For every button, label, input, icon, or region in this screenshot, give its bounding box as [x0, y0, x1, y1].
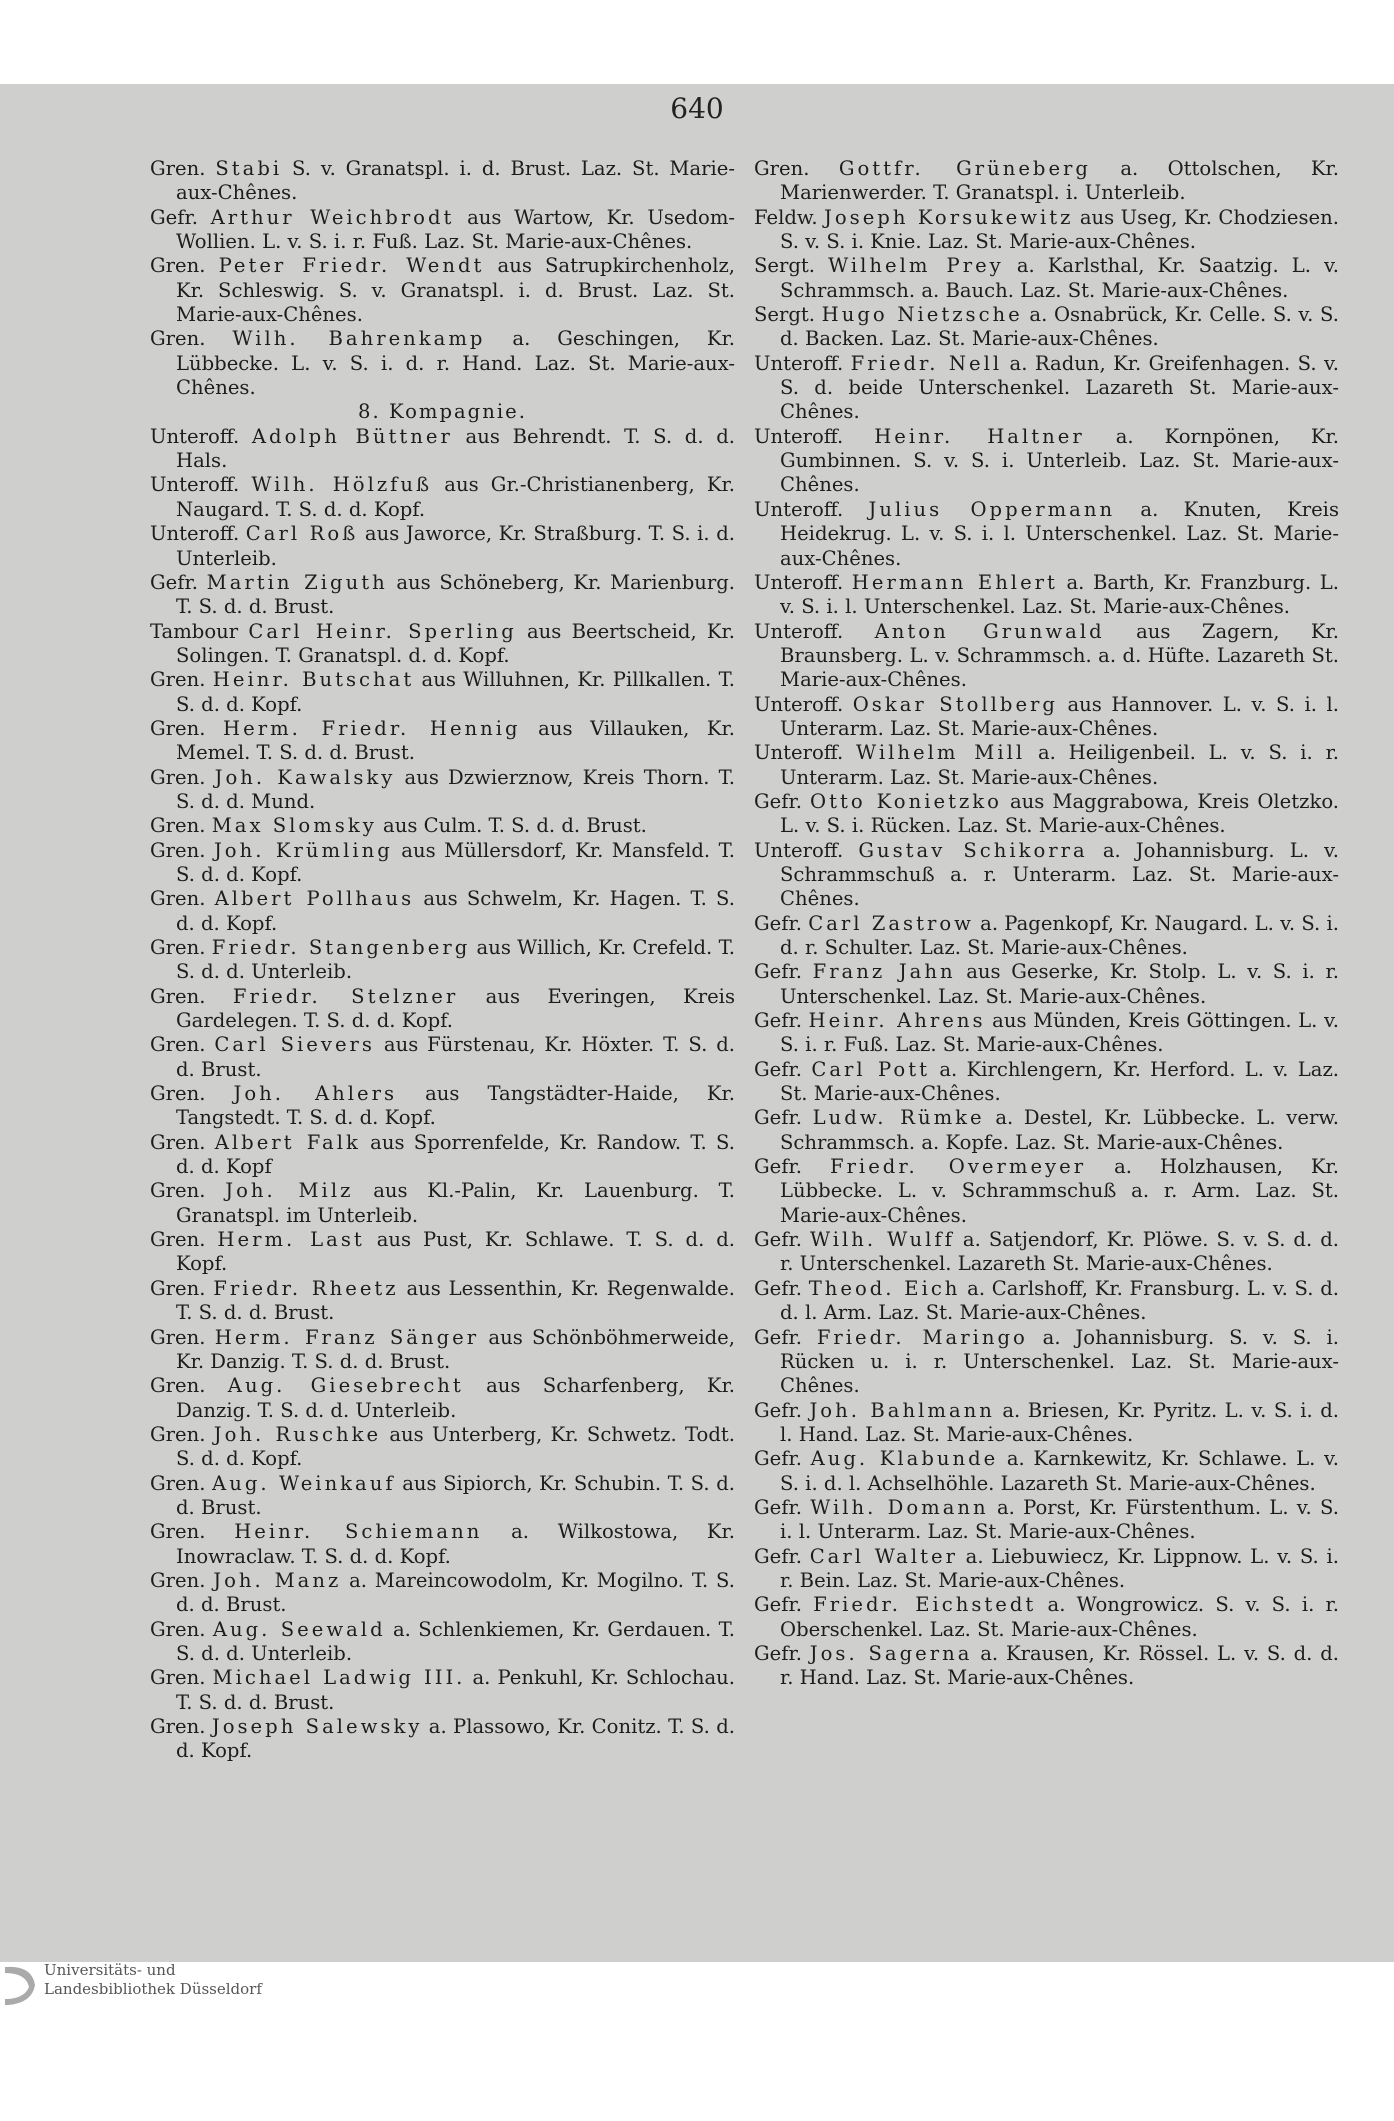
casualty-entry: [150, 1082, 735, 1131]
entry-name: Wilh. Hölzfuß: [251, 473, 433, 497]
casualty-entry: [150, 1277, 735, 1326]
casualty-entry: [754, 1277, 1339, 1326]
entry-rank: Gefr.: [754, 1009, 802, 1033]
entry-rank: Gefr.: [754, 789, 802, 813]
entry-name: Wilhelm Mill: [856, 741, 1026, 765]
entry-name: Michael Ladwig III.: [212, 1666, 466, 1690]
casualty-entry: [754, 693, 1339, 742]
entry-details: a. Radun, Kr. Greifenhagen. S. v. S. d. beide Unterschenkel. Lazareth St. Marie-aux-Chênes.: [780, 351, 1339, 424]
casualty-entry: [150, 1618, 735, 1667]
entry-rank: Unteroff.: [754, 570, 844, 594]
casualty-entry: [754, 1642, 1339, 1691]
entry-details: aus Willuhnen, Kr. Pillkallen. T. S. d. d. Kopf.: [176, 668, 735, 716]
entry-rank: Unteroff.: [754, 741, 844, 765]
entry-name: Joseph Salewsky: [211, 1715, 423, 1738]
entry-rank: Gren.: [150, 668, 206, 692]
entry-rank: Feldw.: [754, 205, 818, 229]
casualty-entry: [150, 1715, 735, 1764]
entry-rank: Gefr.: [754, 1228, 802, 1252]
entry-name: Friedr. Overmeyer: [829, 1155, 1087, 1179]
entry-rank: Gefr.: [754, 1398, 802, 1422]
entry-details: aus Schönböhmerweide, Kr. Danzig. T. S. d. d. Brust.: [176, 1325, 735, 1373]
entry-name: Otto Konietzko: [810, 789, 1002, 813]
casualty-entry: [754, 303, 1339, 352]
casualty-entry: [754, 157, 1339, 206]
casualty-entry: [150, 522, 735, 571]
entry-details: aus Satrupkirchenholz, Kr. Schleswig. S. v. Granatspl. i. d. Brust. Laz. St. Marie-aux-Chênes.: [176, 254, 736, 327]
casualty-entry: [150, 1033, 735, 1082]
entry-rank: Gefr.: [754, 1325, 802, 1349]
casualty-entry: [150, 206, 735, 255]
entry-rank: Gren.: [150, 1374, 206, 1398]
casualty-entry: [754, 1447, 1339, 1496]
casualty-entry: [150, 254, 735, 327]
casualty-entry: [754, 741, 1339, 790]
entry-name: Ludw. Rümke: [812, 1106, 985, 1130]
entry-details: S. v. Granatspl. i. d. Brust. Laz. St. Marie-aux-Chênes.: [176, 157, 736, 205]
entry-details: aus Zagern, Kr. Braunsberg. L. v. Schrammsch. a. d. Hüfte. Lazareth St. Marie-aux-Chênes.: [780, 619, 1339, 692]
entry-details: a. Wongrowicz. S. v. S. i. r. Oberschenkel. Laz. St. Marie-aux-Chênes.: [780, 1593, 1339, 1641]
section-heading-text: 8. Kompagnie.: [358, 400, 527, 424]
entry-details: aus Behrendt. T. S. d. d. Hals.: [176, 424, 736, 473]
entry-name: Martin Ziguth: [206, 570, 388, 594]
entry-details: a. Johannisburg. L. v. Schrammschuß a. r. Unterarm. Laz. St. Marie-aux-Chênes.: [780, 838, 1340, 911]
casualty-entry: [150, 766, 735, 815]
casualty-entry: [150, 327, 735, 400]
entry-rank: Gren.: [150, 814, 206, 838]
entry-details: aus Beertscheid, Kr. Solingen. T. Granatspl. d. d. Kopf.: [176, 619, 735, 667]
entry-details: aus Dzwierznow, Kreis Thorn. T. S. d. d. Mund.: [176, 765, 735, 813]
entry-rank: Gefr.: [754, 1593, 802, 1617]
entry-rank: Unteroff.: [754, 497, 844, 521]
entry-name: Franz Jahn: [812, 960, 956, 984]
casualty-entry: [150, 814, 735, 838]
entry-name: Heinr. Ahrens: [808, 1009, 986, 1033]
casualty-entry: [150, 1326, 735, 1375]
entry-rank: Gren.: [150, 1568, 206, 1592]
entry-name: Friedr. Stangenberg: [211, 936, 471, 959]
entry-rank: Gefr.: [754, 1155, 802, 1179]
entry-details: a. Heiligenbeil. L. v. S. i. r. Unterarm. Laz. St. Marie-aux-Chênes.: [780, 741, 1340, 789]
entry-rank: Gren.: [150, 1520, 206, 1544]
entry-name: Joh. Bahlmann: [809, 1398, 995, 1422]
entry-details: aus Everingen, Kreis Gardelegen. T. S. d. d. Kopf.: [176, 984, 735, 1033]
casualty-entry: [754, 254, 1339, 303]
entry-rank: Gefr.: [754, 960, 802, 984]
entry-details: aus Münden, Kreis Göttingen. L. v. S. i. r. Fuß. Laz. St. Marie-aux-Chênes.: [780, 1009, 1339, 1057]
casualty-entry: [754, 498, 1339, 571]
entry-details: aus Tangstädter-Haide, Kr. Tangstedt. T. S. d. d. Kopf.: [176, 1082, 735, 1130]
casualty-entry: [754, 1399, 1339, 1448]
casualty-entry: [150, 1520, 735, 1569]
ulb-leaf-logo-icon: [2, 1963, 38, 2007]
entry-name: Herm. Last: [217, 1228, 365, 1252]
entry-details: a. Schlenkiemen, Kr. Gerdauen. T. S. d. d. Unterleib.: [176, 1617, 736, 1665]
casualty-entry: [150, 1423, 735, 1472]
entry-details: aus Pust, Kr. Schlawe. T. S. d. d. Kopf.: [176, 1228, 735, 1276]
entry-details: a. Penkuhl, Kr. Schlochau. T. S. d. d. Brust.: [176, 1666, 736, 1714]
casualty-entry: [754, 1593, 1339, 1642]
entry-details: a. Satjendorf, Kr. Plöwe. S. v. S. d. d. r. Unterschenkel. Lazareth St. Marie-aux-Chênes.: [780, 1228, 1339, 1276]
entry-rank: Gren.: [150, 1276, 206, 1300]
casualty-entry: [150, 620, 735, 669]
entry-rank: Gren.: [150, 936, 206, 959]
page-number: 640: [670, 92, 724, 125]
entry-rank: Gren.: [150, 254, 206, 278]
entry-details: a. Pagenkopf, Kr. Naugard. L. v. S. i. d. r. Schulter. Laz. St. Marie-aux-Chênes.: [780, 911, 1340, 959]
entry-name: Carl Sievers: [214, 1033, 375, 1057]
entry-name: Joh. Kawalsky: [214, 765, 396, 789]
entry-details: a. Karnkewitz, Kr. Schlawe. L. v. S. i. d. l. Achselhöhle. Lazareth St. Marie-aux-Chênes.: [780, 1447, 1339, 1495]
entry-details: a. Kirchlengern, Kr. Herford. L. v. Laz. St. Marie-aux-Chênes.: [780, 1057, 1340, 1106]
casualty-entry: [754, 839, 1339, 912]
entry-details: aus Schwelm, Kr. Hagen. T. S. d. d. Kopf.: [176, 887, 735, 935]
entry-name: Joh. Krümling: [213, 838, 393, 862]
entry-rank: Gefr.: [754, 1057, 802, 1081]
entry-rank: Gren.: [150, 157, 206, 180]
entry-name: Carl Walter: [809, 1544, 958, 1568]
entry-details: aus Kl.-Palin, Kr. Lauenburg. T. Granatspl. im Unterleib.: [176, 1179, 736, 1227]
entry-name: Joh. Ruschke: [213, 1422, 382, 1446]
entry-name: Stabi: [215, 157, 283, 180]
entry-rank: Gren.: [150, 716, 206, 740]
entry-rank: Gefr.: [754, 1641, 802, 1665]
casualty-entry: [754, 620, 1339, 693]
entry-rank: Gren.: [150, 1617, 206, 1641]
entry-rank: Unteroff.: [754, 424, 844, 448]
entry-rank: Unteroff.: [150, 522, 240, 546]
entry-rank: Gren.: [150, 1082, 206, 1106]
entry-name: Gustav Schikorra: [858, 838, 1088, 862]
entry-rank: Sergt.: [754, 254, 816, 278]
casualty-entry: [754, 571, 1339, 620]
casualty-entry: [150, 1666, 735, 1715]
entry-details: a. Porst, Kr. Fürstenthum. L. v. S. i. l. Unterarm. Laz. St. Marie-aux-Chênes.: [780, 1495, 1339, 1544]
entry-rank: Gefr.: [754, 1447, 802, 1471]
entry-rank: Gefr.: [754, 1276, 802, 1300]
entry-name: Joh. Milz: [225, 1179, 354, 1203]
entry-details: aus Unterberg, Kr. Schwetz. Todt. S. d. d. Kopf.: [176, 1422, 735, 1471]
casualty-entry: [754, 960, 1339, 1009]
casualty-entry: [150, 1472, 735, 1521]
entry-details: aus Scharfenberg, Kr. Danzig. T. S. d. d. Unterleib.: [176, 1374, 736, 1422]
entry-name: Albert Pollhaus: [214, 887, 415, 911]
casualty-entry: [150, 425, 735, 474]
entry-name: Max Slomsky: [211, 814, 377, 838]
entry-details: a. Mareincowodolm, Kr. Mogilno. T. S. d. d. Brust.: [176, 1568, 736, 1617]
casualty-entry: [754, 1228, 1339, 1277]
entry-details: a. Briesen, Kr. Pyritz. L. v. S. i. d. l. Hand. Laz. St. Marie-aux-Chênes.: [780, 1398, 1339, 1446]
entry-name: Peter Friedr. Wendt: [218, 254, 485, 278]
entry-rank: Gren.: [150, 1228, 206, 1252]
casualty-entry: [150, 1569, 735, 1618]
entry-rank: Gefr.: [754, 1495, 802, 1519]
entry-name: Joh. Ahlers: [233, 1082, 398, 1106]
entry-details: aus Hannover. L. v. S. i. l. Unterarm. Laz. St. Marie-aux-Chênes.: [780, 692, 1339, 740]
entry-name: Aug. Giesebrecht: [227, 1374, 464, 1398]
entry-name: Joh. Manz: [213, 1568, 342, 1592]
entry-details: aus Geserke, Kr. Stolp. L. v. S. i. r. Unterschenkel. Laz. St. Marie-aux-Chênes.: [780, 960, 1339, 1008]
casualty-entry: [150, 1179, 735, 1228]
entry-details: aus Jaworce, Kr. Straßburg. T. S. i. d. Unterleib.: [176, 522, 736, 570]
entry-details: aus Villauken, Kr. Memel. T. S. d. d. Brust.: [176, 716, 735, 765]
casualty-entry: [754, 1009, 1339, 1058]
entry-name: Arthur Weichbrodt: [210, 205, 455, 229]
entry-name: Heinr. Schiemann: [234, 1520, 483, 1544]
entry-name: Heinr. Butschat: [212, 668, 415, 692]
entry-rank: Unteroff.: [150, 473, 240, 497]
casualty-entry: [754, 1106, 1339, 1155]
entry-details: a. Liebuwiecz, Kr. Lippnow. L. v. S. i. r. Bein. Laz. St. Marie-aux-Chênes.: [780, 1544, 1339, 1592]
library-name-line-1: Universitäts- und: [44, 1961, 176, 1979]
entry-details: aus Fürstenau, Kr. Höxter. T. S. d. d. Brust.: [176, 1033, 736, 1081]
entry-details: a. Carlshoff, Kr. Fransburg. L. v. S. d. d. l. Arm. Laz. St. Marie-aux-Chênes.: [780, 1276, 1340, 1325]
entry-details: aus Schöneberg, Kr. Marienburg. T. S. d. d. Brust.: [176, 570, 735, 619]
entry-rank: Gren.: [150, 1325, 206, 1349]
entry-name: Heinr. Haltner: [874, 424, 1085, 448]
casualty-entry: [150, 936, 735, 985]
casualty-entry: [150, 571, 735, 620]
casualty-entry: [754, 425, 1339, 498]
library-name: [44, 1961, 262, 1999]
entry-name: Adolph Büttner: [251, 424, 453, 448]
entry-name: Friedr. Rheetz: [213, 1276, 399, 1300]
entry-rank: Gren.: [150, 1422, 206, 1446]
entry-details: aus Willich, Kr. Crefeld. T. S. d. d. Unterleib.: [176, 936, 735, 984]
entry-details: a. Kornpönen, Kr. Gumbinnen. S. v. S. i. Unterleib. Laz. St. Marie-aux-Chênes.: [780, 424, 1339, 497]
entry-name: Carl Pott: [811, 1057, 930, 1081]
entry-rank: Gren.: [150, 1666, 206, 1690]
entry-name: Gottfr. Grüneberg: [838, 157, 1091, 180]
entry-details: a. Karlsthal, Kr. Saatzig. L. v. Schrammsch. a. Bauch. Laz. St. Marie-aux-Chênes.: [780, 254, 1339, 302]
entry-rank: Unteroff.: [150, 424, 240, 448]
entry-details: a. Barth, Kr. Franzburg. L. v. S. i. l. Unterschenkel. Laz. St. Marie-aux-Chênes.: [780, 570, 1339, 619]
entry-rank: Sergt.: [754, 303, 816, 327]
entry-name: Aug. Klabunde: [810, 1447, 999, 1471]
entry-name: Hermann Ehlert: [851, 570, 1058, 594]
entry-details: aus Useg, Kr. Chodziesen. S. v. S. i. Knie. Laz. St. Marie-aux-Chênes.: [780, 205, 1339, 254]
right-column: [754, 157, 1339, 1691]
entry-rank: Unteroff.: [754, 692, 844, 716]
entry-rank: Gren.: [150, 765, 206, 789]
entry-name: Anton Grunwald: [874, 619, 1105, 643]
entry-rank: Gefr.: [754, 1544, 802, 1568]
entry-details: aus Sipiorch, Kr. Schubin. T. S. d. d. Brust.: [176, 1471, 735, 1519]
entry-details: a. Krausen, Kr. Rössel. L. v. S. d. d. r. Hand. Laz. St. Marie-aux-Chênes.: [780, 1641, 1339, 1690]
entry-name: Friedr. Maringo: [816, 1325, 1028, 1349]
entry-details: a. Plassowo, Kr. Conitz. T. S. d. d. Kopf.: [176, 1715, 736, 1763]
casualty-entry: [150, 668, 735, 717]
entry-details: aus Wartow, Kr. Usedom-Wollien. L. v. S. i. r. Fuß. Laz. St. Marie-aux-Chênes.: [176, 205, 736, 254]
library-name-line-2: Landesbibliothek Düsseldorf: [44, 1980, 262, 1998]
entry-details: a. Holzhausen, Kr. Lübbecke. L. v. Schrammschuß a. r. Arm. Laz. St. Marie-aux-Chênes.: [780, 1155, 1340, 1227]
section-heading: [150, 400, 735, 424]
entry-details: aus Sporrenfelde, Kr. Randow. T. S. d. d. Kopf: [176, 1130, 735, 1179]
entry-name: Carl Heinr. Sperling: [248, 619, 517, 643]
entry-rank: Gren.: [150, 838, 206, 862]
entry-details: a. Knuten, Kreis Heidekrug. L. v. S. i. l. Unterschenkel. Laz. St. Marie-aux-Chênes.: [780, 497, 1340, 570]
left-column: [150, 157, 735, 1764]
entry-name: Joseph Korsukewitz: [823, 205, 1074, 229]
entry-details: aus Lessenthin, Kr. Regenwalde. T. S. d. d. Brust.: [176, 1276, 735, 1325]
entry-rank: Unteroff.: [754, 619, 844, 643]
casualty-entry: [150, 985, 735, 1034]
entry-details: aus Maggrabowa, Kreis Oletzko. L. v. S. i. Rücken. Laz. St. Marie-aux-Chênes.: [780, 789, 1340, 838]
entry-name: Wilh. Domann: [810, 1495, 989, 1519]
entry-name: Friedr. Nell: [850, 351, 1003, 375]
entry-name: Carl Zastrow: [808, 911, 974, 935]
entry-details: a. Wilkostowa, Kr. Inowraclaw. T. S. d. d. Kopf.: [176, 1520, 735, 1568]
entry-name: Julius Oppermann: [868, 497, 1116, 521]
entry-name: Wilhelm Prey: [828, 254, 1004, 278]
entry-name: Hugo Nietzsche: [821, 303, 1023, 327]
entry-name: Albert Falk: [214, 1130, 361, 1154]
entry-rank: Tambour: [150, 619, 239, 643]
entry-name: Herm. Franz Sänger: [214, 1325, 480, 1349]
entry-details: a. Destel, Kr. Lübbecke. L. verw. Schrammsch. a. Kopfe. Laz. St. Marie-aux-Chênes.: [780, 1106, 1340, 1154]
casualty-entry: [754, 206, 1339, 255]
entry-rank: Gefr.: [754, 1106, 802, 1130]
entry-rank: Unteroff.: [754, 351, 844, 375]
entry-rank: Gren.: [150, 327, 206, 351]
entry-name: Oskar Stollberg: [852, 692, 1058, 716]
casualty-entry: [754, 1155, 1339, 1228]
entry-rank: Gefr.: [150, 205, 198, 229]
entry-details: aus Culm. T. S. d. d. Brust.: [383, 814, 647, 838]
entry-rank: Gren.: [754, 157, 810, 180]
casualty-entry: [150, 1131, 735, 1180]
entry-rank: Gren.: [150, 984, 206, 1008]
entry-rank: Gren.: [150, 1033, 206, 1057]
entry-details: a. Osnabrück, Kr. Celle. S. v. S. d. Backen. Laz. St. Marie-aux-Chênes.: [780, 303, 1339, 351]
entry-details: aus Müllersdorf, Kr. Mansfeld. T. S. d. d. Kopf.: [176, 838, 735, 886]
entry-name: Aug. Weinkauf: [212, 1471, 396, 1495]
entry-rank: Gefr.: [150, 570, 198, 594]
entry-rank: Gren.: [150, 887, 206, 911]
casualty-entry: [754, 1545, 1339, 1594]
entry-rank: Gren.: [150, 1715, 206, 1738]
entry-name: Carl Roß: [245, 522, 359, 546]
entry-name: Wilh. Wulff: [809, 1228, 955, 1252]
casualty-entry: [150, 717, 735, 766]
casualty-entry: [150, 473, 735, 522]
entry-rank: Gren.: [150, 1130, 206, 1154]
entry-name: Wilh. Bahrenkamp: [232, 327, 486, 351]
entry-name: Friedr. Eichstedt: [813, 1593, 1037, 1617]
entry-details: a. Geschingen, Kr. Lübbecke. L. v. S. i. d. r. Hand. Laz. St. Marie-aux-Chênes.: [176, 327, 736, 400]
casualty-entry: [150, 1228, 735, 1277]
casualty-entry: [754, 1496, 1339, 1545]
entry-name: Theod. Eich: [808, 1276, 961, 1300]
casualty-entry: [150, 887, 735, 936]
casualty-entry: [150, 1374, 735, 1423]
entry-name: Friedr. Stelzner: [232, 984, 459, 1008]
casualty-entry: [754, 352, 1339, 425]
casualty-entry: [150, 157, 735, 206]
casualty-entry: [150, 839, 735, 888]
entry-rank: Unteroff.: [754, 838, 844, 862]
entry-name: Jos. Sagerna: [809, 1641, 973, 1665]
entry-name: Aug. Seewald: [212, 1617, 386, 1641]
casualty-entry: [754, 1058, 1339, 1107]
entry-rank: Gefr.: [754, 911, 802, 935]
entry-details: a. Ottolschen, Kr. Marienwerder. T. Granatspl. i. Unterleib.: [780, 157, 1339, 205]
casualty-entry: [754, 1326, 1339, 1399]
entry-rank: Gren.: [150, 1179, 206, 1203]
casualty-entry: [754, 790, 1339, 839]
entry-name: Herm. Friedr. Hennig: [223, 716, 521, 740]
entry-details: a. Johannisburg. S. v. S. i. Rücken u. i. r. Unterschenkel. Laz. St. Marie-aux-Chênes.: [780, 1325, 1340, 1398]
casualty-entry: [754, 912, 1339, 961]
entry-details: aus Gr.-Christianenberg, Kr. Naugard. T. S. d. d. Kopf.: [176, 473, 735, 521]
entry-rank: Gren.: [150, 1471, 206, 1495]
